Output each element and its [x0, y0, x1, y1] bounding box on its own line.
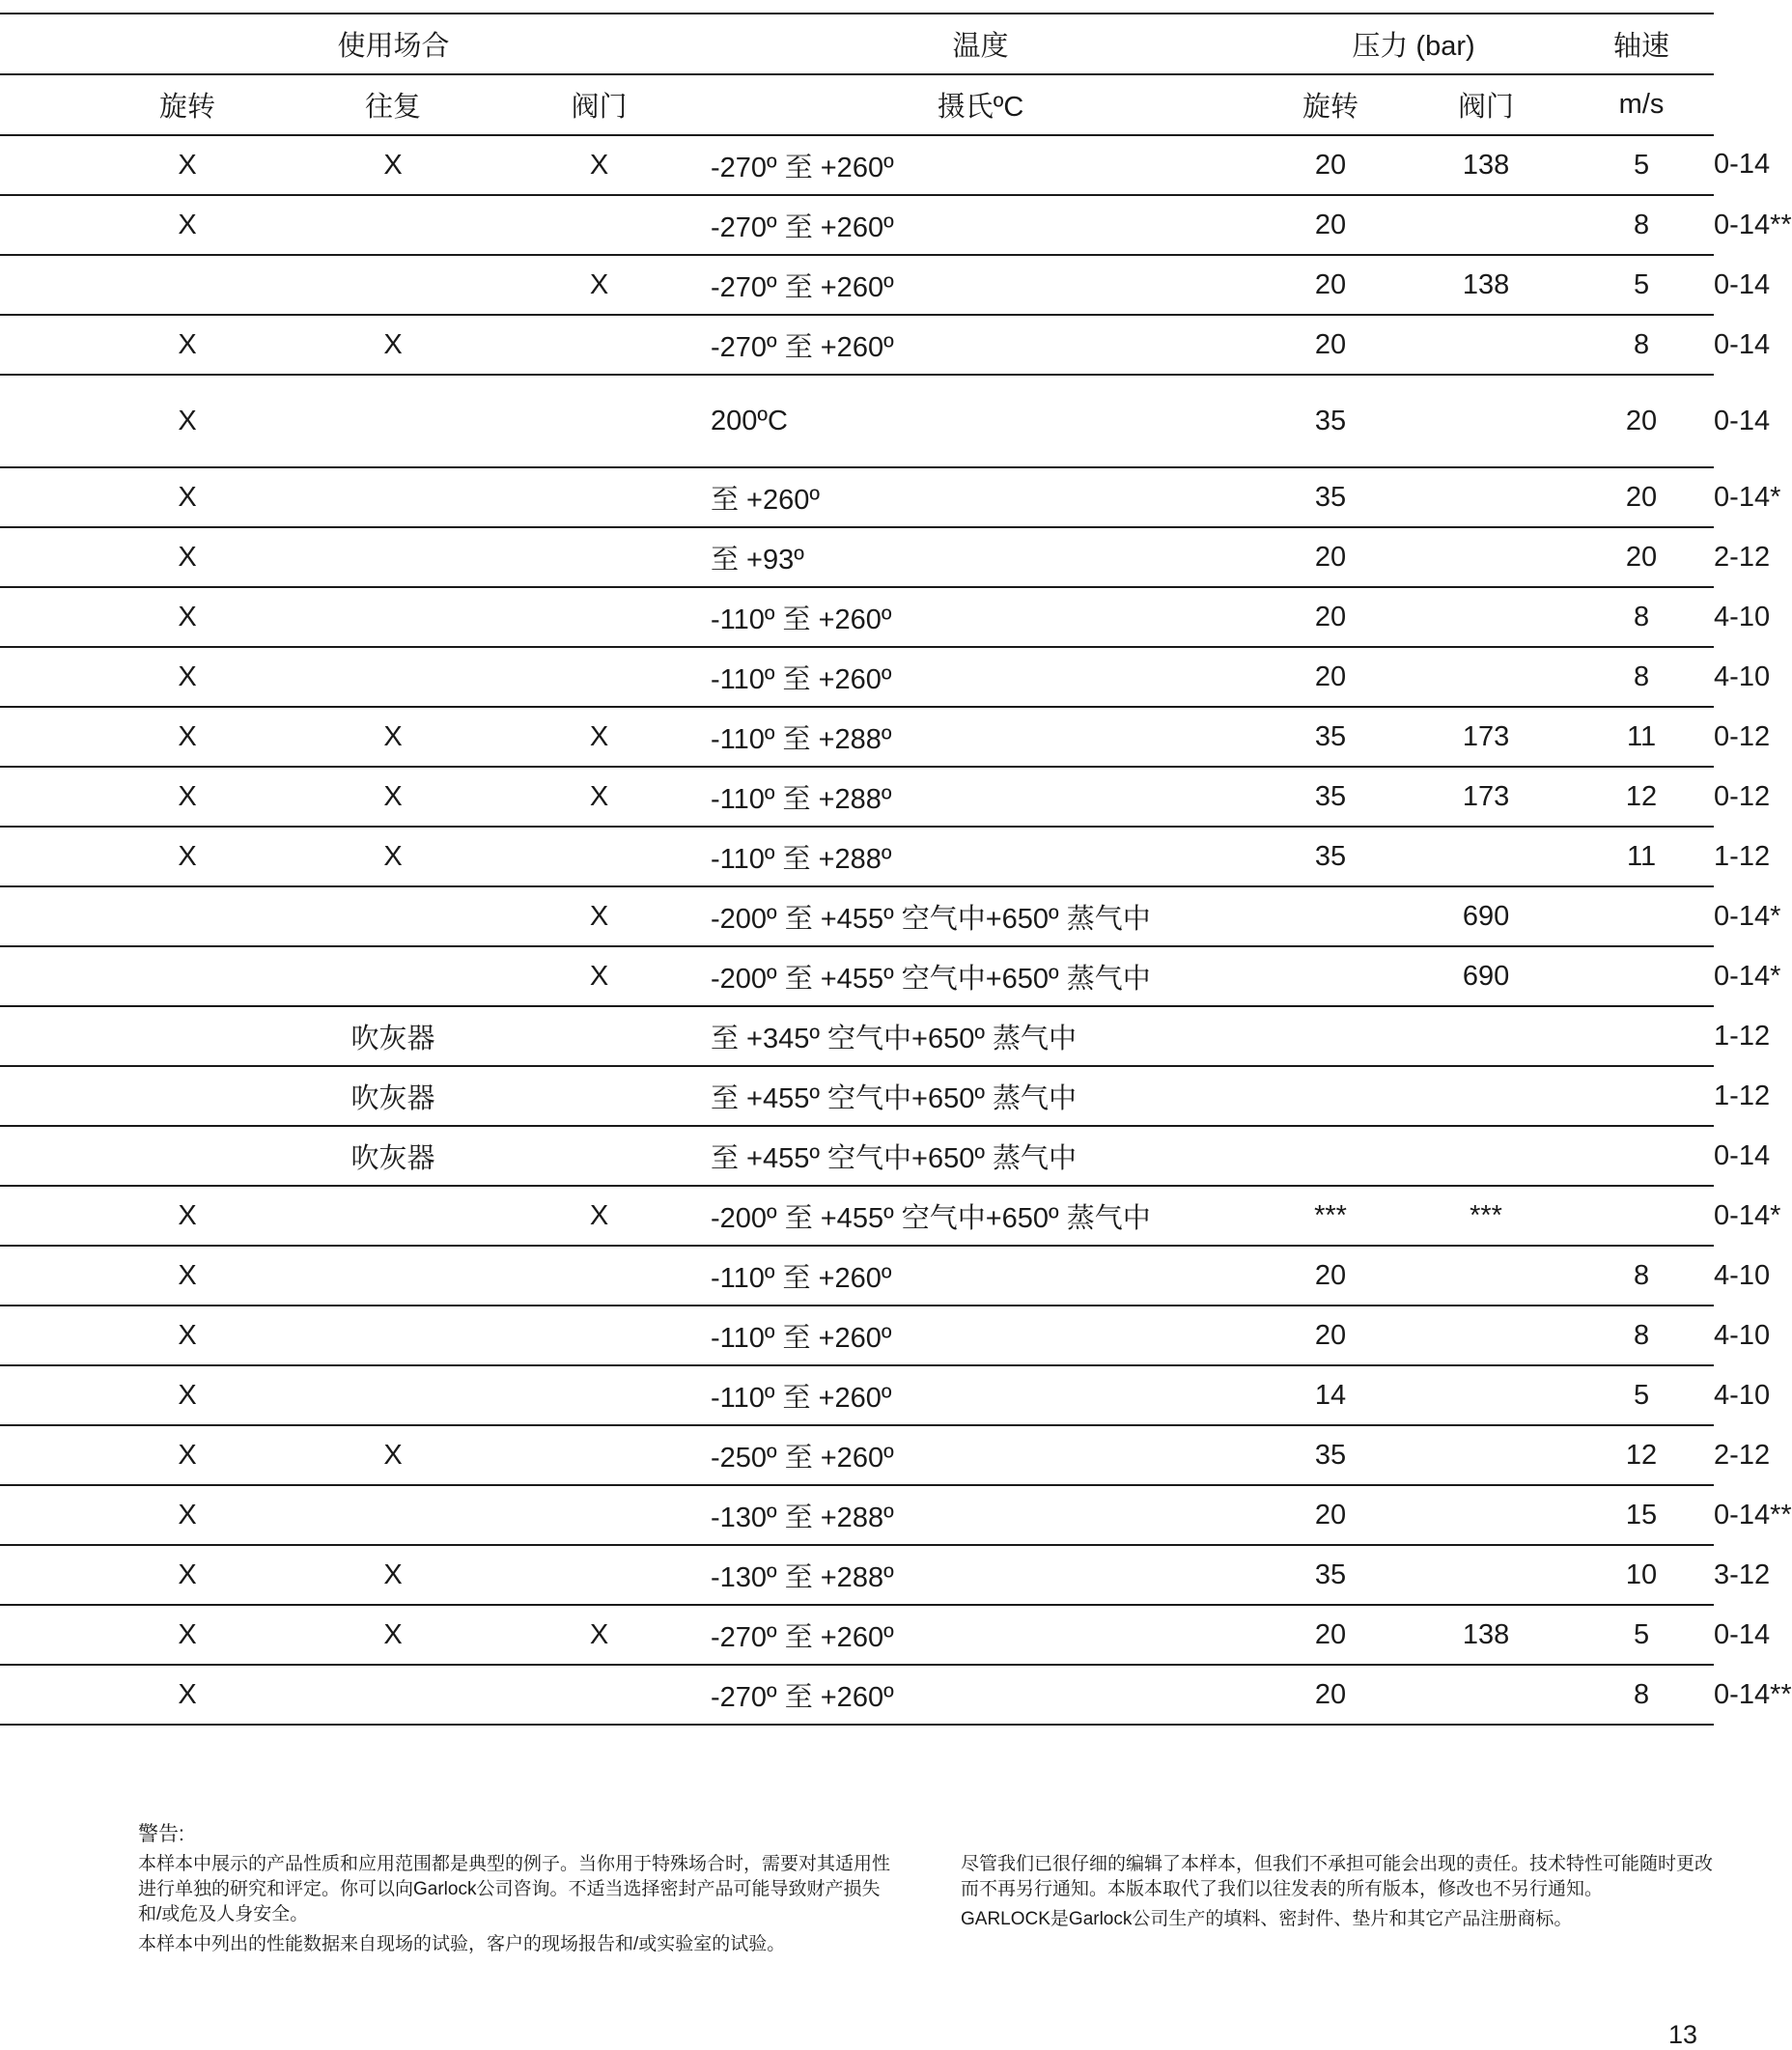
cell-valve: [495, 1425, 703, 1485]
cell-rotary: X: [84, 1365, 291, 1425]
warning-title: 警告:: [138, 1823, 184, 1845]
subheader-speed-unit: m/s: [1569, 74, 1714, 135]
cell-valve: [495, 587, 703, 647]
subheader-pressure-valve: 阀门: [1403, 74, 1569, 135]
cell-valve: [495, 1485, 703, 1545]
cell-blank: [0, 1365, 84, 1425]
cell-blank: [0, 1545, 84, 1605]
table-row: X X X -270º 至 +260º 20 138 5 0-14: [0, 135, 1714, 195]
cell-temperature: -250º 至 +260º: [703, 1425, 1258, 1485]
cell-temperature: -270º 至 +260º: [703, 315, 1258, 375]
cell-rotary: X: [84, 467, 291, 527]
cell-blank: [0, 1066, 84, 1126]
cell-pressure-rotary: 20: [1258, 1665, 1403, 1725]
subheader-celsius: 摄氏ºC: [703, 74, 1258, 135]
cell-reciprocating: [291, 375, 495, 467]
cell-shaft-speed: 8: [1569, 587, 1714, 647]
cell-reciprocating: [291, 467, 495, 527]
table-row: X -270º 至 +260º 20 138 5 0-14: [0, 255, 1714, 315]
cell-rotary: X: [84, 135, 291, 195]
spec-rows: [0, 135, 1792, 1725]
footer-right-paragraph-1: 尽管我们已很仔细的编辑了本样本，但我们不承担可能会出现的责任。技术特性可能随时更改而不再另行通知。本版本取代了我们以往发表的所有版本，修改也不另行通知。: [961, 1854, 1714, 1899]
cell-blank: [0, 1306, 84, 1365]
cell-temperature: -270º 至 +260º: [703, 1605, 1258, 1665]
cell-blank: [0, 1425, 84, 1485]
cell-valve: X: [495, 135, 703, 195]
cell-pressure-valve: [1403, 587, 1569, 647]
cell-blank: [0, 647, 84, 707]
cell-temperature: -110º 至 +260º: [703, 647, 1258, 707]
cell-rotary: X: [84, 1665, 291, 1725]
cell-shaft-speed: 10: [1569, 1545, 1714, 1605]
cell-pressure-rotary: 35: [1258, 767, 1403, 827]
cell-reciprocating: [291, 647, 495, 707]
spec-table: [0, 13, 1792, 1726]
cell-shaft-speed: 15: [1569, 1485, 1714, 1545]
cell-pressure-rotary: [1258, 886, 1403, 946]
cell-reciprocating: X: [291, 1425, 495, 1485]
header-application: 使用场合: [84, 14, 703, 74]
cell-pressure-valve: [1403, 375, 1569, 467]
cell-pressure-valve: [1403, 527, 1569, 587]
cell-rotary: X: [84, 707, 291, 767]
cell-temperature: -200º 至 +455º 空气中+650º 蒸气中: [703, 886, 1258, 946]
cell-pressure-valve: 138: [1403, 1605, 1569, 1665]
cell-temperature: 至 +260º: [703, 467, 1258, 527]
cell-reciprocating: X: [291, 767, 495, 827]
cell-temperature: -130º 至 +288º: [703, 1545, 1258, 1605]
footer-left-paragraph-2: 本样本中列出的性能数据来自现场的试验，客户的现场报告和/或实验室的试验。: [138, 1934, 786, 1954]
cell-pressure-rotary: 20: [1258, 587, 1403, 647]
cell-blank: [0, 1186, 84, 1246]
cell-shaft-speed: 8: [1569, 647, 1714, 707]
cell-pressure-rotary: 20: [1258, 1485, 1403, 1545]
cell-temperature: -110º 至 +260º: [703, 1246, 1258, 1306]
cell-valve: [495, 195, 703, 255]
cell-temperature: 至 +345º 空气中+650º 蒸气中: [703, 1006, 1258, 1066]
cell-valve: [495, 1665, 703, 1725]
table-row: X -110º 至 +260º 20 8 4-10: [0, 587, 1714, 647]
cell-pressure-valve: 690: [1403, 886, 1569, 946]
cell-rotary: X: [84, 1425, 291, 1485]
cell-shaft-speed: 12: [1569, 767, 1714, 827]
cell-blank: [0, 767, 84, 827]
cell-pressure-valve: [1403, 1246, 1569, 1306]
cell-valve: [495, 1306, 703, 1365]
footer-left-paragraph-1: 本样本中展示的产品性质和应用范围都是典型的例子。当你用于特殊场合时，需要对其适用性进行单独的研究和评定。你可以向Garlock公司咨询。不适当选择密封产品可能导致财产损失和/或危及人身安全。: [138, 1854, 891, 1924]
cell-pressure-rotary: [1258, 1126, 1403, 1186]
cell-pressure-valve: [1403, 1126, 1569, 1186]
cell-blank: [0, 315, 84, 375]
cell-pressure-valve: [1403, 195, 1569, 255]
cell-shaft-speed: [1569, 1126, 1714, 1186]
cell-shaft-speed: [1569, 946, 1714, 1006]
table-row: X X X -270º 至 +260º 20 138 5 0-14: [0, 1605, 1714, 1665]
cell-reciprocating: [291, 195, 495, 255]
table-row: X -130º 至 +288º 20 15 0-14**: [0, 1485, 1714, 1545]
cell-reciprocating: [291, 1246, 495, 1306]
cell-pressure-rotary: 20: [1258, 1246, 1403, 1306]
cell-valve: [495, 1126, 703, 1186]
table-row: X 200ºC 35 20 0-14: [0, 375, 1714, 467]
cell-reciprocating: [291, 587, 495, 647]
cell-blank: [0, 707, 84, 767]
cell-pressure-rotary: 35: [1258, 375, 1403, 467]
table-row: X X -250º 至 +260º 35 12 2-12: [0, 1425, 1714, 1485]
subheader-blank: [0, 74, 84, 135]
cell-pressure-rotary: 35: [1258, 467, 1403, 527]
cell-pressure-valve: [1403, 1665, 1569, 1725]
cell-valve: [495, 1006, 703, 1066]
cell-temperature: -270º 至 +260º: [703, 195, 1258, 255]
table-row: X X -200º 至 +455º 空气中+650º 蒸气中 *** *** 0-14*: [0, 1186, 1714, 1246]
cell-blank: [0, 1006, 84, 1066]
cell-rotary: [84, 946, 291, 1006]
footer-right: [961, 1852, 1723, 1937]
cell-temperature: -110º 至 +260º: [703, 587, 1258, 647]
cell-valve: [495, 647, 703, 707]
table-row: X X -270º 至 +260º 20 8 0-14: [0, 315, 1714, 375]
cell-valve: [495, 375, 703, 467]
cell-valve: [495, 1066, 703, 1126]
cell-blank: [0, 1126, 84, 1186]
cell-temperature: -200º 至 +455º 空气中+650º 蒸气中: [703, 1186, 1258, 1246]
cell-reciprocating: [291, 1665, 495, 1725]
cell-shaft-speed: [1569, 1066, 1714, 1126]
table-row: 吹灰器 至 +455º 空气中+650º 蒸气中 0-14: [0, 1126, 1714, 1186]
cell-reciprocating: X: [291, 135, 495, 195]
cell-temperature: -130º 至 +288º: [703, 1485, 1258, 1545]
cell-rotary: [84, 1066, 291, 1126]
cell-shaft-speed: 5: [1569, 1365, 1714, 1425]
cell-rotary: X: [84, 195, 291, 255]
cell-rotary: X: [84, 1545, 291, 1605]
cell-pressure-valve: 173: [1403, 767, 1569, 827]
cell-pressure-rotary: 20: [1258, 135, 1403, 195]
cell-temperature: -270º 至 +260º: [703, 135, 1258, 195]
cell-shaft-speed: 12: [1569, 1425, 1714, 1485]
cell-shaft-speed: [1569, 1006, 1714, 1066]
table-row: X -200º 至 +455º 空气中+650º 蒸气中 690 0-14*: [0, 886, 1714, 946]
cell-valve: X: [495, 1186, 703, 1246]
table-row: X X -130º 至 +288º 35 10 3-12: [0, 1545, 1714, 1605]
table-row: 吹灰器 至 +455º 空气中+650º 蒸气中 1-12: [0, 1066, 1714, 1126]
cell-rotary: [84, 1126, 291, 1186]
cell-blank: [0, 527, 84, 587]
table-row: X -110º 至 +260º 20 8 4-10: [0, 1306, 1714, 1365]
cell-temperature: -110º 至 +288º: [703, 767, 1258, 827]
cell-pressure-rotary: 20: [1258, 527, 1403, 587]
cell-temperature: -200º 至 +455º 空气中+650º 蒸气中: [703, 946, 1258, 1006]
cell-valve: [495, 1246, 703, 1306]
cell-pressure-rotary: [1258, 1006, 1403, 1066]
cell-rotary: X: [84, 827, 291, 886]
cell-pressure-rotary: [1258, 946, 1403, 1006]
cell-pressure-rotary: 20: [1258, 255, 1403, 315]
cell-valve: [495, 467, 703, 527]
cell-rotary: X: [84, 1186, 291, 1246]
cell-pressure-valve: [1403, 1066, 1569, 1126]
cell-shaft-speed: 8: [1569, 315, 1714, 375]
cell-blank: [0, 946, 84, 1006]
cell-reciprocating: 吹灰器: [291, 1006, 495, 1066]
cell-blank: [0, 1665, 84, 1725]
cell-shaft-speed: 8: [1569, 195, 1714, 255]
table-row: X 至 +260º 35 20 0-14*: [0, 467, 1714, 527]
cell-rotary: X: [84, 1246, 291, 1306]
cell-temperature: 至 +93º: [703, 527, 1258, 587]
cell-blank: [0, 255, 84, 315]
cell-pressure-rotary: [1258, 1066, 1403, 1126]
cell-temperature: 至 +455º 空气中+650º 蒸气中: [703, 1066, 1258, 1126]
cell-pressure-valve: [1403, 315, 1569, 375]
cell-pressure-valve: [1403, 1306, 1569, 1365]
cell-reciprocating: [291, 1365, 495, 1425]
cell-reciprocating: 吹灰器: [291, 1066, 495, 1126]
cell-shaft-speed: 5: [1569, 135, 1714, 195]
cell-blank: [0, 1605, 84, 1665]
cell-rotary: X: [84, 1485, 291, 1545]
cell-pressure-rotary: 35: [1258, 1545, 1403, 1605]
cell-rotary: X: [84, 1605, 291, 1665]
subheader-rotary: 旋转: [84, 74, 291, 135]
cell-rotary: X: [84, 647, 291, 707]
cell-pressure-rotary: 35: [1258, 827, 1403, 886]
footer-right-paragraph-2: GARLOCK是Garlock公司生产的填料、密封件、垫片和其它产品注册商标。: [961, 1909, 1573, 1929]
table-row: X X X -110º 至 +288º 35 173 11 0-12: [0, 707, 1714, 767]
table-row: X -270º 至 +260º 20 8 0-14**: [0, 1665, 1714, 1725]
footer-left: [138, 1852, 891, 1962]
cell-blank: [0, 886, 84, 946]
cell-pressure-rotary: ***: [1258, 1186, 1403, 1246]
cell-temperature: -110º 至 +288º: [703, 707, 1258, 767]
cell-blank: [0, 1485, 84, 1545]
cell-pressure-valve: 173: [1403, 707, 1569, 767]
subheader-valve: 阀门: [495, 74, 703, 135]
cell-reciprocating: [291, 527, 495, 587]
cell-valve: [495, 1545, 703, 1605]
subheader-pressure-rotary: 旋转: [1258, 74, 1403, 135]
cell-pressure-valve: [1403, 467, 1569, 527]
subheader-reciprocating: 往复: [291, 74, 495, 135]
cell-shaft-speed: 8: [1569, 1246, 1714, 1306]
cell-pressure-valve: [1403, 1365, 1569, 1425]
cell-rotary: X: [84, 315, 291, 375]
table-row: 吹灰器 至 +345º 空气中+650º 蒸气中 1-12: [0, 1006, 1714, 1066]
cell-rotary: [84, 1006, 291, 1066]
cell-blank: [0, 467, 84, 527]
cell-shaft-speed: [1569, 1186, 1714, 1246]
cell-shaft-speed: 8: [1569, 1665, 1714, 1725]
cell-pressure-valve: [1403, 647, 1569, 707]
cell-reciprocating: [291, 1186, 495, 1246]
cell-valve: X: [495, 767, 703, 827]
cell-valve: X: [495, 886, 703, 946]
cell-pressure-rotary: 35: [1258, 707, 1403, 767]
cell-pressure-valve: [1403, 1425, 1569, 1485]
cell-pressure-valve: 138: [1403, 255, 1569, 315]
cell-rotary: X: [84, 1306, 291, 1365]
cell-shaft-speed: 20: [1569, 375, 1714, 467]
cell-shaft-speed: 5: [1569, 1605, 1714, 1665]
cell-rotary: X: [84, 587, 291, 647]
header-blank: [0, 14, 84, 74]
header-pressure: 压力 (bar): [1258, 14, 1569, 74]
table-row: X X -110º 至 +288º 35 11 1-12: [0, 827, 1714, 886]
cell-reciprocating: X: [291, 315, 495, 375]
cell-pressure-rotary: 35: [1258, 1425, 1403, 1485]
cell-blank: [0, 827, 84, 886]
cell-blank: [0, 375, 84, 467]
table-row: X -110º 至 +260º 14 5 4-10: [0, 1365, 1714, 1425]
cell-blank: [0, 135, 84, 195]
cell-pressure-valve: [1403, 1545, 1569, 1605]
cell-pressure-rotary: 14: [1258, 1365, 1403, 1425]
cell-pressure-rotary: 20: [1258, 315, 1403, 375]
cell-shaft-speed: 5: [1569, 255, 1714, 315]
cell-reciprocating: [291, 946, 495, 1006]
cell-reciprocating: X: [291, 1545, 495, 1605]
table-row: X -270º 至 +260º 20 8 0-14**: [0, 195, 1714, 255]
cell-rotary: [84, 255, 291, 315]
cell-pressure-valve: 690: [1403, 946, 1569, 1006]
cell-valve: [495, 1365, 703, 1425]
cell-pressure-rotary: 20: [1258, 195, 1403, 255]
cell-pressure-valve: ***: [1403, 1186, 1569, 1246]
cell-reciprocating: X: [291, 1605, 495, 1665]
page-number: 13: [1667, 2020, 1697, 2049]
header-shaft-speed: 轴速: [1569, 14, 1714, 74]
cell-reciprocating: [291, 255, 495, 315]
cell-reciprocating: X: [291, 827, 495, 886]
cell-pressure-valve: [1403, 1485, 1569, 1545]
table-row: X -110º 至 +260º 20 8 4-10: [0, 647, 1714, 707]
cell-valve: X: [495, 946, 703, 1006]
table-row: X -200º 至 +455º 空气中+650º 蒸气中 690 0-14*: [0, 946, 1714, 1006]
table-row: X 至 +93º 20 20 2-12: [0, 527, 1714, 587]
cell-rotary: X: [84, 767, 291, 827]
table-row: X X X -110º 至 +288º 35 173 12 0-12: [0, 767, 1714, 827]
cell-rotary: X: [84, 375, 291, 467]
cell-reciprocating: 吹灰器: [291, 1126, 495, 1186]
cell-pressure-valve: [1403, 827, 1569, 886]
cell-temperature: -270º 至 +260º: [703, 255, 1258, 315]
cell-shaft-speed: 20: [1569, 467, 1714, 527]
cell-valve: X: [495, 1605, 703, 1665]
cell-shaft-speed: 20: [1569, 527, 1714, 587]
cell-temperature: -270º 至 +260º: [703, 1665, 1258, 1725]
cell-valve: [495, 527, 703, 587]
table-row: X -110º 至 +260º 20 8 4-10: [0, 1246, 1714, 1306]
cell-pressure-rotary: 20: [1258, 1306, 1403, 1365]
cell-reciprocating: X: [291, 707, 495, 767]
cell-reciprocating: [291, 1306, 495, 1365]
cell-pressure-rotary: 20: [1258, 1605, 1403, 1665]
cell-blank: [0, 1246, 84, 1306]
cell-temperature: 至 +455º 空气中+650º 蒸气中: [703, 1126, 1258, 1186]
cell-shaft-speed: 11: [1569, 707, 1714, 767]
cell-pressure-valve: [1403, 1006, 1569, 1066]
header-temperature: 温度: [703, 14, 1258, 74]
cell-pressure-valve: 138: [1403, 135, 1569, 195]
cell-temperature: -110º 至 +260º: [703, 1306, 1258, 1365]
cell-blank: [0, 587, 84, 647]
cell-valve: [495, 315, 703, 375]
cell-temperature: 200ºC: [703, 375, 1258, 467]
cell-valve: [495, 827, 703, 886]
cell-valve: X: [495, 255, 703, 315]
cell-valve: X: [495, 707, 703, 767]
cell-rotary: X: [84, 527, 291, 587]
cell-temperature: -110º 至 +288º: [703, 827, 1258, 886]
cell-reciprocating: [291, 886, 495, 946]
cell-shaft-speed: [1569, 886, 1714, 946]
cell-shaft-speed: 11: [1569, 827, 1714, 886]
cell-rotary: [84, 886, 291, 946]
cell-shaft-speed: 8: [1569, 1306, 1714, 1365]
cell-blank: [0, 195, 84, 255]
cell-temperature: -110º 至 +260º: [703, 1365, 1258, 1425]
cell-reciprocating: [291, 1485, 495, 1545]
cell-pressure-rotary: 20: [1258, 647, 1403, 707]
